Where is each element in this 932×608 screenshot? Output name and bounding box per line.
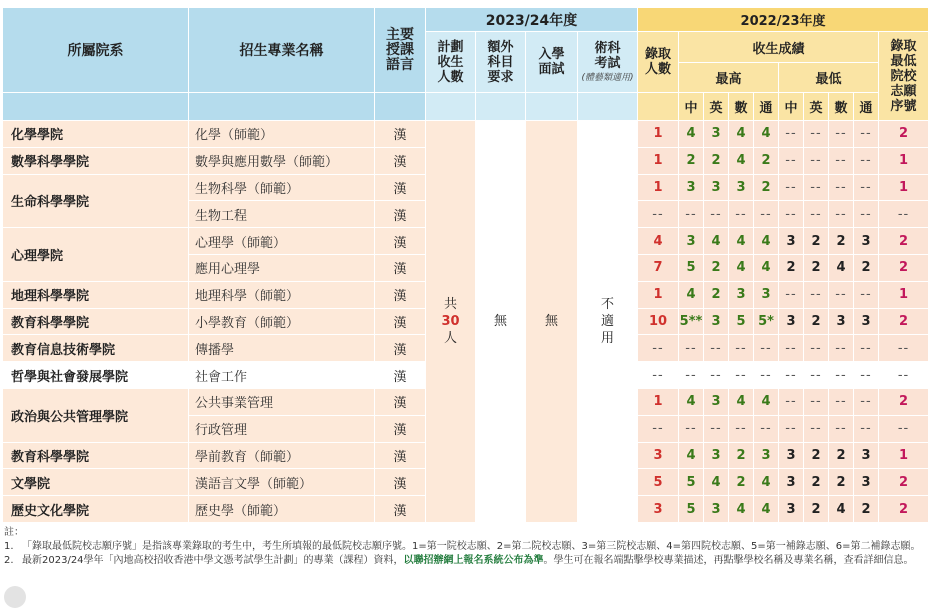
highest-hg-cell: 2 — [754, 174, 779, 201]
language-cell: 漢 — [375, 174, 426, 201]
language-cell: 漢 — [375, 388, 426, 415]
lowest-lg-cell: 3 — [854, 228, 879, 255]
header-admitted-text: 錄取人數 — [644, 47, 671, 77]
admitted-cell: 1 — [638, 281, 679, 308]
language-cell: 漢 — [375, 121, 426, 148]
note-2-number: 2. — [4, 555, 14, 566]
language-cell: 漢 — [375, 201, 426, 228]
note-2-text-a: 最新2023/24學年「內地高校招收香港中學文憑考試學生計劃」的專業（課程）資料， — [22, 555, 404, 566]
lowest-le-cell: 2 — [804, 254, 829, 281]
highest-he-cell: 3 — [704, 442, 729, 469]
lowest-lg-cell: -- — [854, 335, 879, 362]
note-2-highlight: 以聯招辦網上報名系統公布為準 — [403, 555, 544, 566]
header-year-2023: 2023/24年度 — [426, 8, 638, 32]
highest-hg-cell: 4 — [754, 496, 779, 523]
lowest-lm-cell: -- — [829, 174, 854, 201]
program-cell: 漢語言文學（師範） — [189, 469, 375, 496]
highest-he-cell: -- — [704, 335, 729, 362]
note-2-text — [22, 554, 914, 568]
lowest-lc-cell: 3 — [779, 442, 804, 469]
lowest-pref-cell: 1 — [879, 147, 929, 174]
lowest-pref-cell: 2 — [879, 254, 929, 281]
program-cell: 應用心理學 — [189, 254, 375, 281]
header-lowest-pref-text: 錄取最低院校志願序號 — [890, 38, 917, 114]
highest-hc-cell: -- — [679, 201, 704, 228]
admitted-cell: 3 — [638, 496, 679, 523]
plan-number: 30 — [441, 313, 460, 329]
extra-cell: 無 — [476, 121, 526, 523]
lowest-lc-cell: -- — [779, 335, 804, 362]
notes-label: 註： — [4, 527, 24, 538]
highest-hg-cell: -- — [754, 362, 779, 389]
program-cell: 數學與應用數學（師範） — [189, 147, 375, 174]
highest-hm-cell: -- — [729, 335, 754, 362]
lowest-pref-cell: -- — [879, 335, 929, 362]
header-art-exam — [578, 32, 638, 93]
watermark-icon — [4, 586, 26, 608]
admitted-cell: 10 — [638, 308, 679, 335]
highest-hg-cell: 5* — [754, 308, 779, 335]
highest-hc-cell: 5** — [679, 308, 704, 335]
header-lowest-pref — [879, 32, 929, 121]
highest-hc-cell: -- — [679, 362, 704, 389]
highest-he-cell: 4 — [704, 228, 729, 255]
language-cell: 漢 — [375, 308, 426, 335]
dept-cell: 教育科學學院 — [3, 308, 189, 335]
header-blank — [638, 93, 679, 121]
program-cell: 心理學（師範） — [189, 228, 375, 255]
lowest-lg-cell: 3 — [854, 469, 879, 496]
notes — [4, 526, 928, 568]
note-1-text: 「錄取最低院校志願序號」是指該專業錄取的考生中，考生所填報的最低院校志願序號。1=第一院校志願、2=第二院校志願、3=第三院校志願、4=第四院校志願、5=第一補錄志願、6=第二補錄志願。 — [22, 541, 921, 552]
language-cell: 漢 — [375, 442, 426, 469]
lowest-le-cell: -- — [804, 362, 829, 389]
language-cell: 漢 — [375, 228, 426, 255]
highest-hg-cell: -- — [754, 201, 779, 228]
highest-he-cell: 3 — [704, 174, 729, 201]
lowest-lg-cell: 3 — [854, 442, 879, 469]
language-cell: 漢 — [375, 469, 426, 496]
lowest-lg-cell: 2 — [854, 254, 879, 281]
header-extra — [476, 32, 526, 93]
admitted-cell: 1 — [638, 174, 679, 201]
header-language — [375, 8, 426, 93]
header-blank — [578, 93, 638, 121]
lowest-lg-cell: -- — [854, 201, 879, 228]
lowest-pref-cell: -- — [879, 201, 929, 228]
art-text: 不適用 — [600, 296, 614, 346]
highest-hm-cell: -- — [729, 201, 754, 228]
header-results: 收生成績 — [679, 32, 879, 63]
note-2-text-b: 。學生可在報名端點擊學校專業描述，再點擊學校名稱及專業名稱，查看詳細信息。 — [543, 555, 914, 566]
header-subject-math: 數 — [829, 93, 854, 121]
language-cell: 漢 — [375, 335, 426, 362]
admitted-cell: 1 — [638, 388, 679, 415]
highest-hc-cell: 3 — [679, 228, 704, 255]
lowest-pref-cell: 2 — [879, 308, 929, 335]
language-cell: 漢 — [375, 254, 426, 281]
highest-hc-cell: 5 — [679, 496, 704, 523]
highest-hm-cell: 4 — [729, 388, 754, 415]
lowest-le-cell: 2 — [804, 442, 829, 469]
highest-hm-cell: 2 — [729, 442, 754, 469]
plan-cell — [426, 121, 476, 523]
admitted-cell: 1 — [638, 147, 679, 174]
lowest-lc-cell: 3 — [779, 496, 804, 523]
lowest-lm-cell: -- — [829, 281, 854, 308]
highest-hg-cell: -- — [754, 335, 779, 362]
lowest-lm-cell: 2 — [829, 228, 854, 255]
lowest-le-cell: 2 — [804, 496, 829, 523]
lowest-le-cell: -- — [804, 201, 829, 228]
admitted-cell: 5 — [638, 469, 679, 496]
language-cell: 漢 — [375, 281, 426, 308]
lowest-lm-cell: -- — [829, 121, 854, 148]
dept-cell: 文學院 — [3, 469, 189, 496]
program-cell: 化學（師範） — [189, 121, 375, 148]
highest-he-cell: -- — [704, 362, 729, 389]
lowest-le-cell: -- — [804, 121, 829, 148]
dept-cell: 心理學院 — [3, 228, 189, 282]
header-language-text: 主要授課語言 — [386, 26, 414, 73]
lowest-lg-cell: -- — [854, 121, 879, 148]
highest-he-cell: 3 — [704, 308, 729, 335]
header-blank — [526, 93, 578, 121]
header-interview — [526, 32, 578, 93]
dept-cell: 地理科學學院 — [3, 281, 189, 308]
note-1-number: 1. — [4, 541, 14, 552]
highest-hg-cell: 4 — [754, 121, 779, 148]
header-subject-general: 通 — [854, 93, 879, 121]
highest-hc-cell: -- — [679, 415, 704, 442]
lowest-lc-cell: -- — [779, 121, 804, 148]
admitted-cell: -- — [638, 201, 679, 228]
highest-hm-cell: -- — [729, 362, 754, 389]
header-art-exam-text: 術科考試 — [594, 40, 621, 71]
lowest-lm-cell: 2 — [829, 442, 854, 469]
admitted-cell: 1 — [638, 121, 679, 148]
art-cell — [578, 121, 638, 523]
program-cell: 小學教育（師範） — [189, 308, 375, 335]
program-cell: 傳播學 — [189, 335, 375, 362]
lowest-lc-cell: -- — [779, 388, 804, 415]
program-cell: 公共事業管理 — [189, 388, 375, 415]
lowest-lg-cell: -- — [854, 388, 879, 415]
plan-suffix: 人 — [443, 330, 457, 346]
lowest-pref-cell: 2 — [879, 228, 929, 255]
highest-hm-cell: 3 — [729, 174, 754, 201]
lowest-lm-cell: 4 — [829, 254, 854, 281]
header-subject-chinese: 中 — [679, 93, 704, 121]
highest-hg-cell: 3 — [754, 442, 779, 469]
highest-he-cell: 3 — [704, 496, 729, 523]
header-blank — [476, 93, 526, 121]
lowest-lm-cell: -- — [829, 147, 854, 174]
highest-he-cell: 2 — [704, 281, 729, 308]
lowest-lc-cell: -- — [779, 281, 804, 308]
highest-hg-cell: 2 — [754, 147, 779, 174]
highest-hc-cell: 4 — [679, 281, 704, 308]
lowest-pref-cell: 2 — [879, 496, 929, 523]
lowest-lc-cell: 3 — [779, 228, 804, 255]
header-subject-english: 英 — [704, 93, 729, 121]
language-cell: 漢 — [375, 147, 426, 174]
highest-hm-cell: 4 — [729, 496, 754, 523]
header-program: 招生專業名稱 — [189, 8, 375, 93]
interview-cell: 無 — [526, 121, 578, 523]
header-lowest: 最低 — [779, 63, 879, 93]
program-cell: 生物工程 — [189, 201, 375, 228]
admitted-cell: -- — [638, 335, 679, 362]
highest-hg-cell: 4 — [754, 388, 779, 415]
program-cell: 學前教育（師範） — [189, 442, 375, 469]
admitted-cell: 3 — [638, 442, 679, 469]
dept-cell: 化學學院 — [3, 121, 189, 148]
lowest-le-cell: -- — [804, 147, 829, 174]
lowest-lm-cell: -- — [829, 201, 854, 228]
lowest-lc-cell: -- — [779, 362, 804, 389]
program-cell: 生物科學（師範） — [189, 174, 375, 201]
highest-hm-cell: 5 — [729, 308, 754, 335]
lowest-lg-cell: -- — [854, 362, 879, 389]
header-year-2022: 2022/23年度 — [638, 8, 929, 32]
lowest-le-cell: 2 — [804, 469, 829, 496]
language-cell: 漢 — [375, 496, 426, 523]
highest-hc-cell: 5 — [679, 469, 704, 496]
highest-hg-cell: 4 — [754, 228, 779, 255]
header-subject-math: 數 — [729, 93, 754, 121]
admitted-cell: 4 — [638, 228, 679, 255]
lowest-pref-cell: -- — [879, 362, 929, 389]
highest-hg-cell: 4 — [754, 254, 779, 281]
language-cell: 漢 — [375, 415, 426, 442]
highest-hm-cell: 4 — [729, 147, 754, 174]
table-row — [3, 121, 929, 148]
highest-hc-cell: 4 — [679, 388, 704, 415]
dept-cell: 生命科學學院 — [3, 174, 189, 228]
dept-cell: 教育信息技術學院 — [3, 335, 189, 362]
lowest-pref-cell: 2 — [879, 469, 929, 496]
highest-he-cell: -- — [704, 415, 729, 442]
lowest-le-cell: -- — [804, 335, 829, 362]
header-subject-english: 英 — [804, 93, 829, 121]
highest-hc-cell: 5 — [679, 254, 704, 281]
lowest-lg-cell: -- — [854, 147, 879, 174]
lowest-lc-cell: -- — [779, 174, 804, 201]
dept-cell: 政治與公共管理學院 — [3, 388, 189, 442]
highest-hm-cell: 4 — [729, 254, 754, 281]
plan-prefix: 共 — [443, 296, 457, 312]
header-dept: 所屬院系 — [3, 8, 189, 93]
lowest-lm-cell: 3 — [829, 308, 854, 335]
program-cell: 歷史學（師範） — [189, 496, 375, 523]
dept-cell: 哲學與社會發展學院 — [3, 362, 189, 389]
lowest-lm-cell: 2 — [829, 469, 854, 496]
highest-he-cell: 4 — [704, 469, 729, 496]
lowest-le-cell: -- — [804, 174, 829, 201]
lowest-lg-cell: 3 — [854, 308, 879, 335]
highest-he-cell: 3 — [704, 388, 729, 415]
highest-hc-cell: -- — [679, 335, 704, 362]
admission-table — [2, 7, 929, 523]
language-cell: 漢 — [375, 362, 426, 389]
admitted-cell: 7 — [638, 254, 679, 281]
lowest-lc-cell: 3 — [779, 469, 804, 496]
highest-he-cell: 2 — [704, 254, 729, 281]
lowest-lc-cell: -- — [779, 415, 804, 442]
highest-hc-cell: 2 — [679, 147, 704, 174]
highest-hm-cell: 3 — [729, 281, 754, 308]
lowest-lc-cell: 2 — [779, 254, 804, 281]
lowest-pref-cell: 2 — [879, 121, 929, 148]
lowest-lc-cell: 3 — [779, 308, 804, 335]
highest-hg-cell: 3 — [754, 281, 779, 308]
lowest-lm-cell: -- — [829, 415, 854, 442]
lowest-lg-cell: 2 — [854, 496, 879, 523]
highest-hm-cell: -- — [729, 415, 754, 442]
lowest-le-cell: 2 — [804, 308, 829, 335]
header-plan — [426, 32, 476, 93]
lowest-lg-cell: -- — [854, 415, 879, 442]
lowest-pref-cell: 1 — [879, 174, 929, 201]
lowest-le-cell: -- — [804, 388, 829, 415]
lowest-lc-cell: -- — [779, 147, 804, 174]
lowest-pref-cell: 2 — [879, 388, 929, 415]
header-blank — [189, 93, 375, 121]
highest-hg-cell: -- — [754, 415, 779, 442]
highest-hc-cell: 4 — [679, 442, 704, 469]
admitted-cell: -- — [638, 415, 679, 442]
lowest-le-cell: -- — [804, 415, 829, 442]
highest-he-cell: -- — [704, 201, 729, 228]
highest-hc-cell: 3 — [679, 174, 704, 201]
lowest-lg-cell: -- — [854, 174, 879, 201]
lowest-lg-cell: -- — [854, 281, 879, 308]
header-interview-text: 入學面試 — [538, 47, 565, 77]
header-subject-general: 通 — [754, 93, 779, 121]
program-cell: 地理科學（師範） — [189, 281, 375, 308]
program-cell: 行政管理 — [189, 415, 375, 442]
highest-hm-cell: 4 — [729, 121, 754, 148]
dept-cell: 歷史文化學院 — [3, 496, 189, 523]
highest-he-cell: 3 — [704, 121, 729, 148]
header-blank — [426, 93, 476, 121]
note-1 — [4, 540, 928, 554]
program-cell: 社會工作 — [189, 362, 375, 389]
lowest-pref-cell: -- — [879, 415, 929, 442]
note-2 — [4, 554, 928, 568]
highest-hm-cell: 4 — [729, 228, 754, 255]
admitted-cell: -- — [638, 362, 679, 389]
header-blank — [375, 93, 426, 121]
header-extra-text: 額外科目要求 — [487, 39, 514, 85]
header-admitted — [638, 32, 679, 93]
header-highest: 最高 — [679, 63, 779, 93]
lowest-lc-cell: -- — [779, 201, 804, 228]
dept-cell: 數學科學學院 — [3, 147, 189, 174]
highest-he-cell: 2 — [704, 147, 729, 174]
lowest-le-cell: -- — [804, 281, 829, 308]
highest-hg-cell: 4 — [754, 469, 779, 496]
lowest-lm-cell: 4 — [829, 496, 854, 523]
header-art-note: (體藝類適用) — [581, 72, 634, 83]
highest-hc-cell: 4 — [679, 121, 704, 148]
dept-cell: 教育科學學院 — [3, 442, 189, 469]
header-plan-text: 計劃收生人數 — [437, 39, 464, 85]
lowest-lm-cell: -- — [829, 388, 854, 415]
lowest-pref-cell: 1 — [879, 442, 929, 469]
lowest-pref-cell: 1 — [879, 281, 929, 308]
lowest-lm-cell: -- — [829, 362, 854, 389]
lowest-lm-cell: -- — [829, 335, 854, 362]
highest-hm-cell: 2 — [729, 469, 754, 496]
header-subject-chinese: 中 — [779, 93, 804, 121]
lowest-le-cell: 2 — [804, 228, 829, 255]
header-blank — [3, 93, 189, 121]
